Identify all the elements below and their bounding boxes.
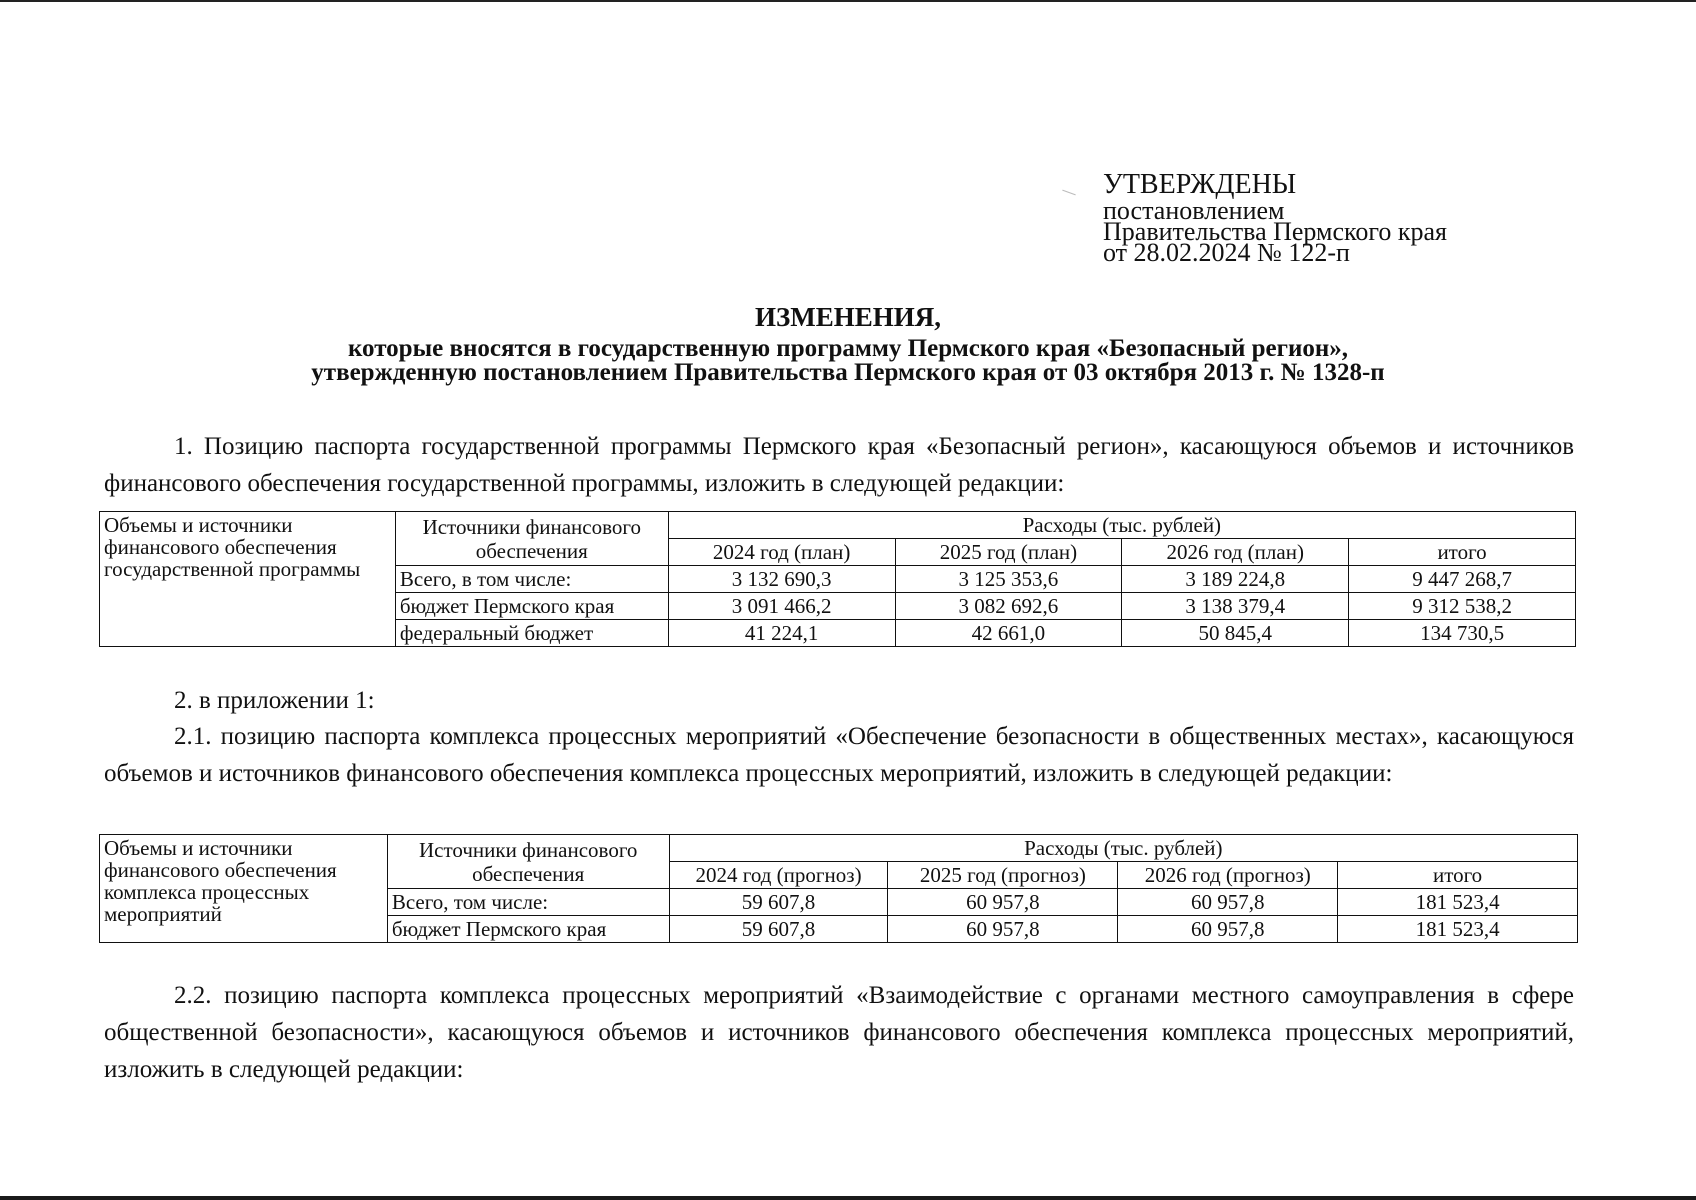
table1-row1-total: 9 447 268,7	[1349, 566, 1576, 593]
table2-col-2024: 2024 год (прогноз)	[669, 862, 888, 889]
document-subtitle-line-2: утвержденную постановлением Правительства Пермского края от 03 октября 2013 г. № 1328-п	[311, 359, 1385, 386]
table1-row3-2024: 41 224,1	[668, 620, 895, 647]
paragraph-2-1	[104, 718, 1574, 792]
table1-row1-2026: 3 189 224,8	[1122, 566, 1349, 593]
table1-row3-source: федеральный бюджет	[395, 620, 668, 647]
table1-expenses-header: Расходы (тыс. рублей)	[668, 512, 1575, 539]
paragraph-2-text: 2. в приложении 1:	[174, 687, 375, 714]
table1-row1-2024: 3 132 690,3	[668, 566, 895, 593]
table1-col-2026: 2026 год (план)	[1122, 539, 1349, 566]
table1-row3-2026: 50 845,4	[1122, 620, 1349, 647]
table2-sources-header: Источники финансового обеспечения	[387, 835, 669, 889]
table2-row1-total: 181 523,4	[1338, 889, 1578, 916]
paragraph-2-2	[104, 977, 1574, 1088]
table2-row2-total: 181 523,4	[1338, 916, 1578, 943]
approval-line-2: Правительства Пермского края	[1103, 217, 1447, 246]
approval-title: УТВЕРЖДЕНЫ	[1103, 169, 1297, 200]
table1-row1-2025: 3 125 353,6	[895, 566, 1122, 593]
financing-table-program	[99, 511, 1576, 647]
table1-row2-2026: 3 138 379,4	[1122, 593, 1349, 620]
approval-stamp-block	[1103, 169, 1447, 267]
table1-row2-2024: 3 091 466,2	[668, 593, 895, 620]
table1-row2-total: 9 312 538,2	[1349, 593, 1576, 620]
financing-table-process-complex	[99, 834, 1578, 943]
table2-row2-source: бюджет Пермского края	[387, 916, 669, 943]
table1-row3-total: 134 730,5	[1349, 620, 1576, 647]
table2-col-2025: 2025 год (прогноз)	[888, 862, 1118, 889]
table1-label-cell: Объемы и источники финансового обеспечения государственной программы	[100, 512, 396, 647]
table1-col-total: итого	[1349, 539, 1576, 566]
table1-row2-2025: 3 082 692,6	[895, 593, 1122, 620]
table2-col-2026: 2026 год (прогноз)	[1118, 862, 1338, 889]
table2-row1-2026: 60 957,8	[1118, 889, 1338, 916]
approval-line-3: от 28.02.2024 № 122-п	[1103, 238, 1350, 267]
table1-sources-header: Источники финансового обеспечения	[395, 512, 668, 566]
table2-label-cell: Объемы и источники финансового обеспечения комплекса процессных мероприятий	[100, 835, 388, 943]
scan-bottom-edge	[0, 1196, 1696, 1200]
table2-row2-2025: 60 957,8	[888, 916, 1118, 943]
paragraph-2-2-text: 2.2. позицию паспорта комплекса процессных мероприятий «Взаимодействие с органами местного самоуправления в сфере общественной безопасности», касающуюся объемов и источников финансового обеспечения комплекса процессных мероприятий, изложить в следующей редакции:	[104, 982, 1574, 1083]
table2-row2-2026: 60 957,8	[1118, 916, 1338, 943]
table2-col-total: итого	[1338, 862, 1578, 889]
scan-top-edge	[0, 0, 1696, 2]
paragraph-1-text: 1. Позицию паспорта государственной программы Пермского края «Безопасный регион», касающуюся объемов и источников финансового обеспечения государственной программы, изложить в следующей редакции:	[104, 433, 1574, 497]
document-subtitle-line-1: которые вносятся в государственную программу Пермского края «Безопасный регион»,	[347, 335, 1349, 362]
table2-expenses-header: Расходы (тыс. рублей)	[669, 835, 1577, 862]
approval-line-1: постановлением	[1103, 196, 1285, 225]
table1-col-2025: 2025 год (план)	[895, 539, 1122, 566]
paragraph-2	[104, 682, 1574, 719]
paragraph-2-1-text: 2.1. позицию паспорта комплекса процессных мероприятий «Обеспечение безопасности в общественных местах», касающуюся объемов и источников финансового обеспечения комплекса процессных мероприятий, изложить в следующей редакции:	[104, 723, 1574, 787]
table1-row3-2025: 42 661,0	[895, 620, 1122, 647]
paragraph-1	[104, 428, 1574, 502]
scan-mark	[1062, 190, 1075, 196]
table2-row1-2024: 59 607,8	[669, 889, 888, 916]
document-title: ИЗМЕНЕНИЯ,	[754, 302, 941, 332]
table2-row1-source: Всего, том числе:	[387, 889, 669, 916]
table2-row2-2024: 59 607,8	[669, 916, 888, 943]
table1-row1-source: Всего, в том числе:	[395, 566, 668, 593]
table2-row1-2025: 60 957,8	[888, 889, 1118, 916]
table1-col-2024: 2024 год (план)	[668, 539, 895, 566]
table1-row2-source: бюджет Пермского края	[395, 593, 668, 620]
